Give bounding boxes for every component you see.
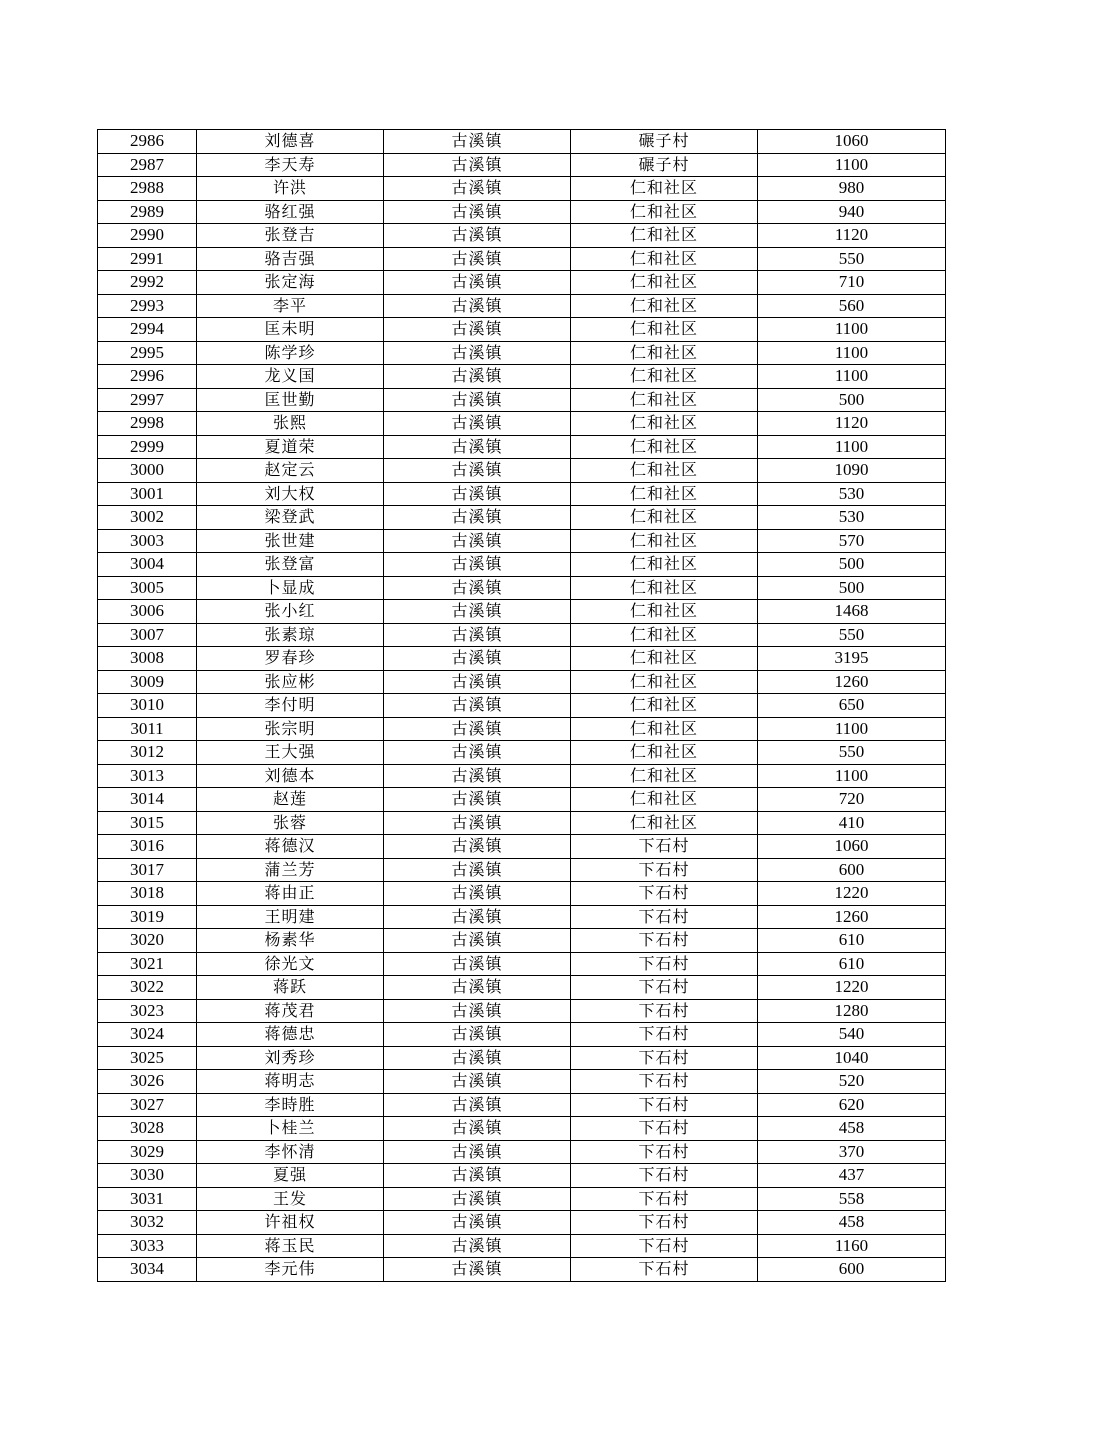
cell-name: 蒋由正: [197, 882, 384, 906]
cell-amount: 550: [758, 741, 946, 765]
cell-name: 赵定云: [197, 459, 384, 483]
cell-serial-number: 3022: [98, 976, 197, 1000]
cell-name: 蒋德汉: [197, 835, 384, 859]
cell-town: 古溪镇: [384, 153, 571, 177]
table-row: [98, 976, 946, 1000]
cell-name: 骆红强: [197, 200, 384, 224]
cell-village: 碾子村: [571, 153, 758, 177]
cell-name: 李天寿: [197, 153, 384, 177]
cell-village: 下石村: [571, 1140, 758, 1164]
cell-amount: 1060: [758, 130, 946, 154]
cell-serial-number: 3010: [98, 694, 197, 718]
cell-serial-number: 2999: [98, 435, 197, 459]
cell-name: 杨素华: [197, 929, 384, 953]
cell-town: 古溪镇: [384, 623, 571, 647]
cell-name: 王发: [197, 1187, 384, 1211]
cell-serial-number: 3011: [98, 717, 197, 741]
cell-amount: 1120: [758, 224, 946, 248]
cell-amount: 650: [758, 694, 946, 718]
cell-village: 仁和社区: [571, 177, 758, 201]
table-row: [98, 858, 946, 882]
cell-name: 骆吉强: [197, 247, 384, 271]
table-row: [98, 717, 946, 741]
cell-serial-number: 3001: [98, 482, 197, 506]
cell-name: 李時胜: [197, 1093, 384, 1117]
cell-amount: 1060: [758, 835, 946, 859]
cell-name: 许祖权: [197, 1211, 384, 1235]
cell-village: 下石村: [571, 1117, 758, 1141]
cell-amount: 1120: [758, 412, 946, 436]
cell-village: 下石村: [571, 905, 758, 929]
cell-amount: 600: [758, 858, 946, 882]
cell-amount: 370: [758, 1140, 946, 1164]
cell-serial-number: 3003: [98, 529, 197, 553]
cell-village: 仁和社区: [571, 482, 758, 506]
cell-town: 古溪镇: [384, 647, 571, 671]
cell-amount: 1100: [758, 435, 946, 459]
cell-name: 张登吉: [197, 224, 384, 248]
cell-amount: 550: [758, 623, 946, 647]
cell-village: 仁和社区: [571, 717, 758, 741]
cell-amount: 610: [758, 929, 946, 953]
cell-amount: 720: [758, 788, 946, 812]
cell-village: 下石村: [571, 1070, 758, 1094]
table-row: [98, 1046, 946, 1070]
cell-town: 古溪镇: [384, 553, 571, 577]
table-row: [98, 1140, 946, 1164]
table-row: [98, 318, 946, 342]
table-row: [98, 952, 946, 976]
cell-village: 下石村: [571, 882, 758, 906]
cell-amount: 3195: [758, 647, 946, 671]
cell-serial-number: 3032: [98, 1211, 197, 1235]
table-row: [98, 999, 946, 1023]
cell-amount: 437: [758, 1164, 946, 1188]
cell-town: 古溪镇: [384, 999, 571, 1023]
cell-serial-number: 3019: [98, 905, 197, 929]
table-row: [98, 741, 946, 765]
cell-name: 梁登武: [197, 506, 384, 530]
cell-name: 王明建: [197, 905, 384, 929]
cell-amount: 1040: [758, 1046, 946, 1070]
cell-town: 古溪镇: [384, 600, 571, 624]
table-row: [98, 1187, 946, 1211]
cell-town: 古溪镇: [384, 1023, 571, 1047]
cell-town: 古溪镇: [384, 388, 571, 412]
cell-name: 蒋玉民: [197, 1234, 384, 1258]
cell-town: 古溪镇: [384, 694, 571, 718]
cell-serial-number: 3009: [98, 670, 197, 694]
cell-amount: 500: [758, 576, 946, 600]
cell-town: 古溪镇: [384, 1093, 571, 1117]
cell-town: 古溪镇: [384, 929, 571, 953]
cell-town: 古溪镇: [384, 811, 571, 835]
table-row: [98, 247, 946, 271]
cell-town: 古溪镇: [384, 1046, 571, 1070]
cell-village: 下石村: [571, 1093, 758, 1117]
cell-serial-number: 3017: [98, 858, 197, 882]
table-row: [98, 553, 946, 577]
table-row: [98, 811, 946, 835]
cell-town: 古溪镇: [384, 224, 571, 248]
cell-serial-number: 3028: [98, 1117, 197, 1141]
cell-name: 匡未明: [197, 318, 384, 342]
table-row: [98, 412, 946, 436]
cell-name: 卜显成: [197, 576, 384, 600]
table-row: [98, 200, 946, 224]
table-row: [98, 600, 946, 624]
cell-serial-number: 3021: [98, 952, 197, 976]
cell-village: 下石村: [571, 1258, 758, 1282]
cell-amount: 1260: [758, 905, 946, 929]
cell-village: 仁和社区: [571, 600, 758, 624]
table-row: [98, 1164, 946, 1188]
cell-town: 古溪镇: [384, 1211, 571, 1235]
cell-serial-number: 3014: [98, 788, 197, 812]
cell-amount: 1468: [758, 600, 946, 624]
cell-name: 蒲兰芳: [197, 858, 384, 882]
cell-village: 仁和社区: [571, 670, 758, 694]
cell-town: 古溪镇: [384, 835, 571, 859]
cell-name: 蒋跃: [197, 976, 384, 1000]
table-row: [98, 388, 946, 412]
cell-amount: 410: [758, 811, 946, 835]
table-row: [98, 435, 946, 459]
cell-serial-number: 3027: [98, 1093, 197, 1117]
cell-village: 仁和社区: [571, 529, 758, 553]
cell-town: 古溪镇: [384, 435, 571, 459]
table-row: [98, 623, 946, 647]
cell-name: 刘德本: [197, 764, 384, 788]
cell-serial-number: 3033: [98, 1234, 197, 1258]
cell-town: 古溪镇: [384, 482, 571, 506]
cell-serial-number: 3013: [98, 764, 197, 788]
cell-town: 古溪镇: [384, 177, 571, 201]
cell-amount: 560: [758, 294, 946, 318]
cell-village: 下石村: [571, 1187, 758, 1211]
table-row: [98, 905, 946, 929]
cell-town: 古溪镇: [384, 200, 571, 224]
cell-village: 仁和社区: [571, 647, 758, 671]
cell-amount: 540: [758, 1023, 946, 1047]
cell-village: 仁和社区: [571, 788, 758, 812]
cell-amount: 1100: [758, 341, 946, 365]
cell-town: 古溪镇: [384, 318, 571, 342]
cell-name: 李平: [197, 294, 384, 318]
cell-serial-number: 2993: [98, 294, 197, 318]
cell-amount: 1100: [758, 153, 946, 177]
cell-name: 李怀清: [197, 1140, 384, 1164]
cell-amount: 980: [758, 177, 946, 201]
cell-serial-number: 2995: [98, 341, 197, 365]
cell-serial-number: 2987: [98, 153, 197, 177]
table-row: [98, 835, 946, 859]
table-row: [98, 1117, 946, 1141]
table-row: [98, 130, 946, 154]
cell-town: 古溪镇: [384, 952, 571, 976]
cell-name: 张世建: [197, 529, 384, 553]
cell-name: 夏强: [197, 1164, 384, 1188]
cell-serial-number: 3016: [98, 835, 197, 859]
cell-village: 仁和社区: [571, 435, 758, 459]
table-row: [98, 459, 946, 483]
cell-town: 古溪镇: [384, 1187, 571, 1211]
cell-amount: 520: [758, 1070, 946, 1094]
data-table: [97, 129, 946, 1282]
cell-serial-number: 3005: [98, 576, 197, 600]
cell-name: 卜桂兰: [197, 1117, 384, 1141]
cell-name: 刘大权: [197, 482, 384, 506]
cell-name: 李元伟: [197, 1258, 384, 1282]
table-row: [98, 341, 946, 365]
cell-serial-number: 3034: [98, 1258, 197, 1282]
cell-village: 仁和社区: [571, 294, 758, 318]
cell-name: 蒋明志: [197, 1070, 384, 1094]
cell-serial-number: 3007: [98, 623, 197, 647]
table-row: [98, 647, 946, 671]
cell-amount: 610: [758, 952, 946, 976]
cell-town: 古溪镇: [384, 1140, 571, 1164]
table-row: [98, 1234, 946, 1258]
cell-village: 下石村: [571, 1211, 758, 1235]
cell-town: 古溪镇: [384, 882, 571, 906]
cell-serial-number: 3020: [98, 929, 197, 953]
cell-amount: 1220: [758, 976, 946, 1000]
cell-village: 仁和社区: [571, 553, 758, 577]
cell-serial-number: 2991: [98, 247, 197, 271]
cell-name: 张应彬: [197, 670, 384, 694]
cell-serial-number: 2997: [98, 388, 197, 412]
cell-village: 仁和社区: [571, 576, 758, 600]
cell-name: 龙义国: [197, 365, 384, 389]
cell-town: 古溪镇: [384, 741, 571, 765]
table-row: [98, 1023, 946, 1047]
cell-amount: 558: [758, 1187, 946, 1211]
cell-amount: 550: [758, 247, 946, 271]
cell-name: 蒋茂君: [197, 999, 384, 1023]
table-row: [98, 153, 946, 177]
cell-amount: 500: [758, 553, 946, 577]
cell-town: 古溪镇: [384, 130, 571, 154]
cell-serial-number: 2986: [98, 130, 197, 154]
cell-village: 仁和社区: [571, 694, 758, 718]
cell-amount: 940: [758, 200, 946, 224]
cell-name: 张定海: [197, 271, 384, 295]
cell-name: 陈学珍: [197, 341, 384, 365]
cell-village: 仁和社区: [571, 764, 758, 788]
table-row: [98, 764, 946, 788]
cell-village: 仁和社区: [571, 741, 758, 765]
cell-serial-number: 3006: [98, 600, 197, 624]
cell-town: 古溪镇: [384, 1234, 571, 1258]
cell-amount: 710: [758, 271, 946, 295]
cell-name: 匡世勤: [197, 388, 384, 412]
table-row: [98, 482, 946, 506]
cell-serial-number: 2990: [98, 224, 197, 248]
cell-village: 仁和社区: [571, 412, 758, 436]
cell-serial-number: 2994: [98, 318, 197, 342]
cell-town: 古溪镇: [384, 1258, 571, 1282]
cell-serial-number: 2992: [98, 271, 197, 295]
table-row: [98, 788, 946, 812]
cell-name: 赵莲: [197, 788, 384, 812]
cell-name: 张蓉: [197, 811, 384, 835]
cell-serial-number: 3015: [98, 811, 197, 835]
cell-amount: 530: [758, 482, 946, 506]
table-row: [98, 365, 946, 389]
cell-village: 下石村: [571, 952, 758, 976]
cell-name: 夏道荣: [197, 435, 384, 459]
cell-village: 仁和社区: [571, 811, 758, 835]
cell-serial-number: 3012: [98, 741, 197, 765]
cell-town: 古溪镇: [384, 788, 571, 812]
cell-village: 仁和社区: [571, 388, 758, 412]
table-row: [98, 294, 946, 318]
table-row: [98, 506, 946, 530]
cell-serial-number: 3004: [98, 553, 197, 577]
cell-serial-number: 3025: [98, 1046, 197, 1070]
cell-serial-number: 2988: [98, 177, 197, 201]
cell-amount: 1280: [758, 999, 946, 1023]
cell-village: 下石村: [571, 999, 758, 1023]
cell-village: 仁和社区: [571, 247, 758, 271]
cell-town: 古溪镇: [384, 294, 571, 318]
cell-name: 刘德喜: [197, 130, 384, 154]
table-row: [98, 1070, 946, 1094]
cell-town: 古溪镇: [384, 341, 571, 365]
table-row: [98, 670, 946, 694]
cell-town: 古溪镇: [384, 1117, 571, 1141]
cell-name: 李付明: [197, 694, 384, 718]
cell-town: 古溪镇: [384, 976, 571, 1000]
cell-amount: 458: [758, 1117, 946, 1141]
cell-amount: 620: [758, 1093, 946, 1117]
cell-name: 张宗明: [197, 717, 384, 741]
table-row: [98, 929, 946, 953]
cell-serial-number: 3002: [98, 506, 197, 530]
cell-name: 张小红: [197, 600, 384, 624]
cell-serial-number: 3026: [98, 1070, 197, 1094]
cell-amount: 530: [758, 506, 946, 530]
cell-town: 古溪镇: [384, 905, 571, 929]
cell-amount: 1220: [758, 882, 946, 906]
cell-town: 古溪镇: [384, 858, 571, 882]
cell-serial-number: 3024: [98, 1023, 197, 1047]
cell-amount: 1260: [758, 670, 946, 694]
cell-name: 张熙: [197, 412, 384, 436]
cell-village: 下石村: [571, 976, 758, 1000]
cell-town: 古溪镇: [384, 764, 571, 788]
cell-serial-number: 3000: [98, 459, 197, 483]
cell-amount: 1100: [758, 318, 946, 342]
table-row: [98, 694, 946, 718]
cell-amount: 1160: [758, 1234, 946, 1258]
cell-village: 下石村: [571, 1023, 758, 1047]
cell-serial-number: 3029: [98, 1140, 197, 1164]
cell-amount: 1100: [758, 365, 946, 389]
table-row: [98, 529, 946, 553]
cell-village: 下石村: [571, 835, 758, 859]
table-row: [98, 224, 946, 248]
cell-town: 古溪镇: [384, 670, 571, 694]
cell-village: 仁和社区: [571, 224, 758, 248]
cell-name: 刘秀珍: [197, 1046, 384, 1070]
cell-town: 古溪镇: [384, 506, 571, 530]
cell-town: 古溪镇: [384, 576, 571, 600]
cell-name: 蒋德忠: [197, 1023, 384, 1047]
table-row: [98, 1258, 946, 1282]
table-row: [98, 1093, 946, 1117]
cell-village: 下石村: [571, 1046, 758, 1070]
cell-name: 罗春珍: [197, 647, 384, 671]
cell-town: 古溪镇: [384, 459, 571, 483]
cell-name: 张素琼: [197, 623, 384, 647]
cell-amount: 1100: [758, 764, 946, 788]
cell-amount: 500: [758, 388, 946, 412]
cell-serial-number: 3030: [98, 1164, 197, 1188]
table-row: [98, 177, 946, 201]
cell-serial-number: 3023: [98, 999, 197, 1023]
cell-amount: 1100: [758, 717, 946, 741]
cell-town: 古溪镇: [384, 1164, 571, 1188]
cell-village: 下石村: [571, 1234, 758, 1258]
cell-serial-number: 3018: [98, 882, 197, 906]
cell-village: 仁和社区: [571, 271, 758, 295]
cell-amount: 600: [758, 1258, 946, 1282]
cell-village: 仁和社区: [571, 623, 758, 647]
cell-village: 仁和社区: [571, 341, 758, 365]
cell-town: 古溪镇: [384, 529, 571, 553]
cell-amount: 570: [758, 529, 946, 553]
cell-village: 下石村: [571, 1164, 758, 1188]
table-row: [98, 882, 946, 906]
cell-village: 碾子村: [571, 130, 758, 154]
cell-serial-number: 2989: [98, 200, 197, 224]
cell-village: 下石村: [571, 858, 758, 882]
cell-village: 仁和社区: [571, 459, 758, 483]
cell-town: 古溪镇: [384, 247, 571, 271]
table-row: [98, 1211, 946, 1235]
cell-serial-number: 3008: [98, 647, 197, 671]
cell-village: 下石村: [571, 929, 758, 953]
cell-town: 古溪镇: [384, 717, 571, 741]
table-row: [98, 576, 946, 600]
cell-village: 仁和社区: [571, 200, 758, 224]
cell-village: 仁和社区: [571, 318, 758, 342]
cell-town: 古溪镇: [384, 271, 571, 295]
table-body: [98, 130, 946, 1282]
cell-village: 仁和社区: [571, 506, 758, 530]
cell-name: 张登富: [197, 553, 384, 577]
cell-town: 古溪镇: [384, 1070, 571, 1094]
table-row: [98, 271, 946, 295]
cell-serial-number: 2996: [98, 365, 197, 389]
cell-name: 王大强: [197, 741, 384, 765]
cell-serial-number: 2998: [98, 412, 197, 436]
cell-serial-number: 3031: [98, 1187, 197, 1211]
cell-amount: 1090: [758, 459, 946, 483]
cell-name: 徐光文: [197, 952, 384, 976]
cell-town: 古溪镇: [384, 412, 571, 436]
cell-name: 许洪: [197, 177, 384, 201]
cell-town: 古溪镇: [384, 365, 571, 389]
cell-village: 仁和社区: [571, 365, 758, 389]
cell-amount: 458: [758, 1211, 946, 1235]
